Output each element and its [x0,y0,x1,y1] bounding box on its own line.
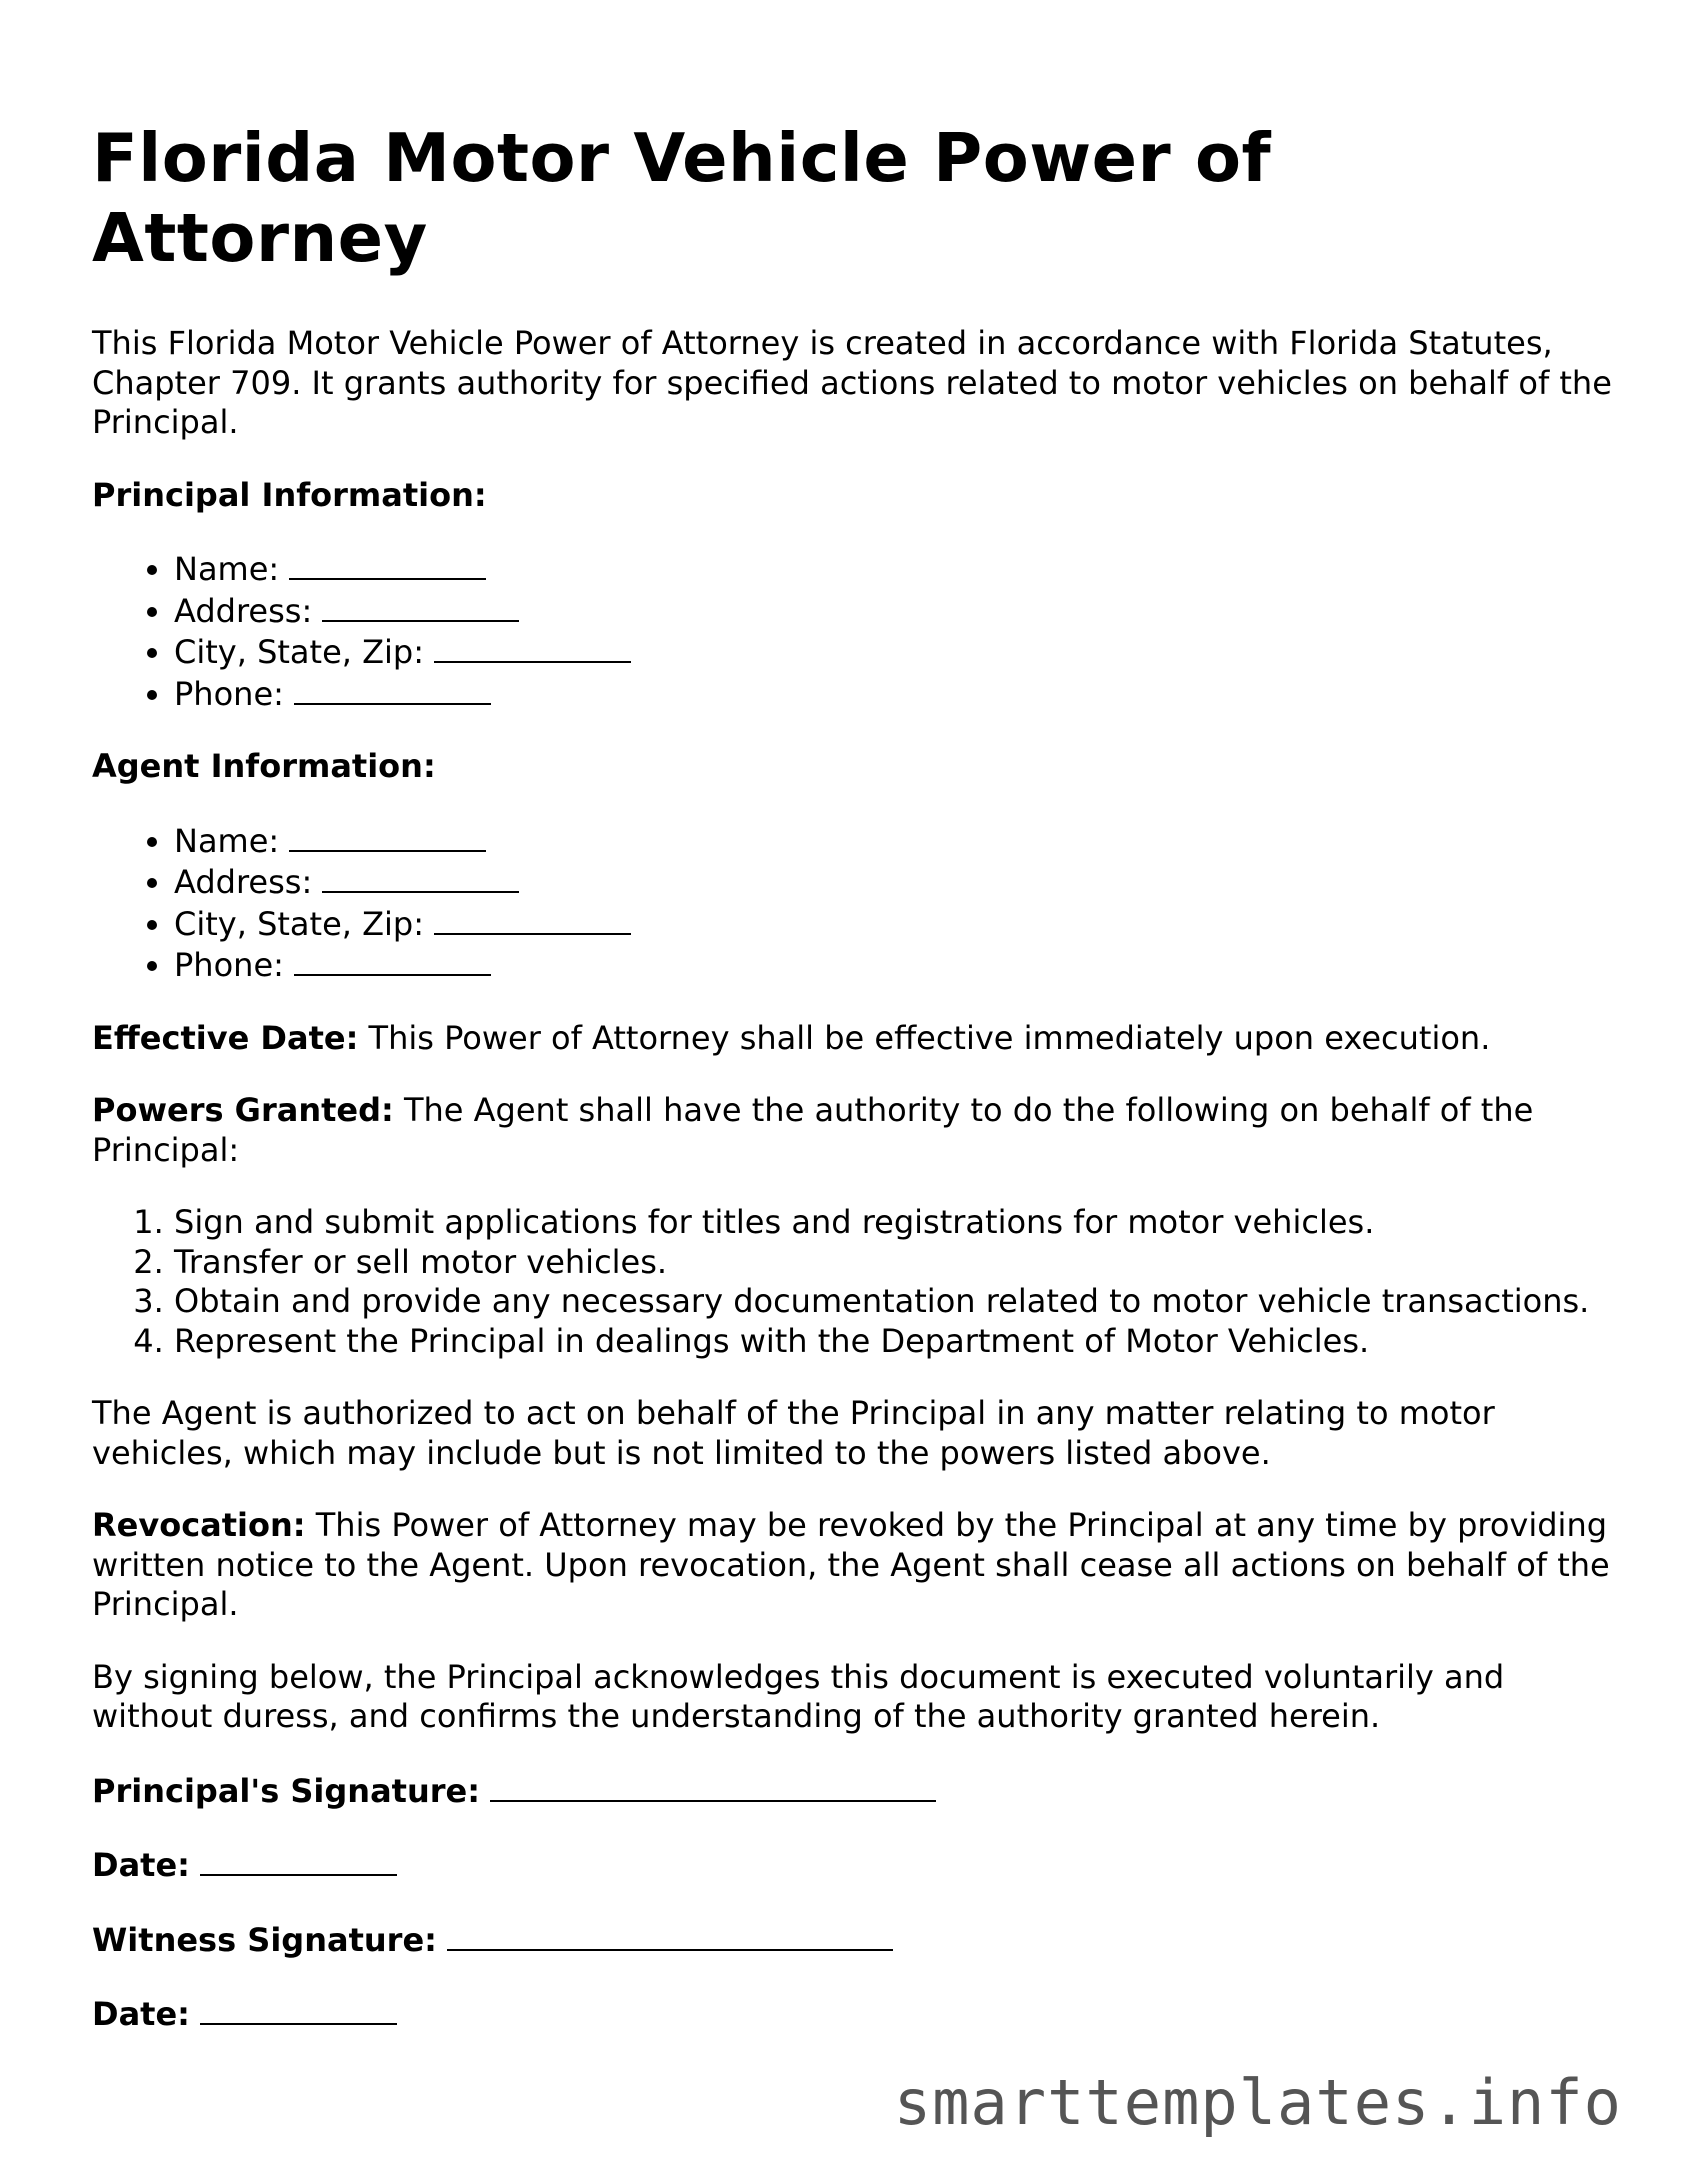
principal-heading: Principal Information: [92,475,487,514]
blank-line [200,1844,397,1876]
date-label: Date: [92,1995,190,2033]
field-label: City, State, Zip: [174,904,425,943]
blank-line [490,1770,936,1802]
field-label: Address: [174,863,313,901]
powers-list [92,1203,1612,1361]
agent-address-field[interactable] [174,861,1612,903]
agent-name-field[interactable] [174,820,1612,862]
intro-paragraph: This Florida Motor Vehicle Power of Attorney is created in accordance with Florida Statutes, Chapter 709. It grants authority for specified actions related to motor vehicles on behalf of the Principal. [92,324,1612,441]
revocation-text: This Power of Attorney may be revoked by the Principal at any time by providing written notice to the Agent. Upon revocation, the Agent shall cease all actions on behalf of the Principal. [92,1506,1610,1623]
blank-line [294,673,491,705]
agent-phone-field[interactable] [174,944,1612,986]
power-item: 1. Sign and submit applications for titles and registrations for motor vehicles. [174,1203,1612,1243]
blank-line [434,903,631,935]
principal-signature-line[interactable] [92,1770,1612,1812]
powers-granted-label: Powers Granted: [92,1091,394,1129]
field-label: Phone: [174,946,284,984]
principal-city-state-zip-field[interactable] [174,631,1612,673]
principal-signature-label: Principal's Signature: [92,1771,481,1810]
blank-line [289,548,486,580]
date-line-2[interactable] [92,1993,1612,2035]
powers-granted-paragraph [92,1091,1612,1170]
principal-name-field[interactable] [174,548,1612,590]
agent-heading: Agent Information: [92,747,436,785]
blank-line [322,861,519,893]
field-label: Address: [174,591,313,630]
revocation-label: Revocation: [92,1506,306,1544]
document-page [92,118,1612,2035]
blank-line [200,1993,397,2025]
blank-line [294,944,491,976]
witness-signature-label: Witness Signature: [92,1920,437,1959]
agent-city-state-zip-field[interactable] [174,903,1612,945]
field-label: City, State, Zip: [174,633,425,671]
blank-line [434,631,631,663]
revocation-paragraph [92,1506,1612,1625]
acknowledgment-paragraph: By signing below, the Principal acknowledges this document is executed voluntarily and without duress, and confirms the understanding of the authority granted herein. [92,1657,1505,1735]
principal-fields-list [92,548,1612,714]
date-label: Date: [92,1846,190,1884]
blank-line [322,590,519,622]
blank-line [447,1919,893,1951]
power-item: 4. Represent the Principal in dealings with the Department of Motor Vehicles. [174,1322,1612,1362]
power-item: 2. Transfer or sell motor vehicles. [174,1243,1612,1283]
watermark: smarttemplates.info [893,2066,1622,2139]
agent-fields-list [92,820,1612,986]
field-label: Name: [174,821,280,860]
field-label: Name: [174,550,280,588]
effective-date-text: This Power of Attorney shall be effective immediately upon execution. [368,1018,1491,1057]
witness-signature-line[interactable] [92,1919,1612,1961]
effective-date-label: Effective Date: [92,1018,359,1057]
principal-phone-field[interactable] [174,673,1612,715]
power-item: 3. Obtain and provide any necessary documentation related to motor vehicle transactions. [174,1282,1612,1322]
blank-line [289,820,486,852]
authorization-paragraph: The Agent is authorized to act on behalf of the Principal in any matter relating to motor vehicles, which may include but is not limited to the powers listed above. [92,1394,1495,1472]
effective-date-paragraph [92,1019,1612,1059]
field-label: Phone: [174,674,284,713]
powers-granted-text: The Agent shall have the authority to do the following on behalf of the Principal: [92,1091,1534,1169]
page-title: Florida Motor Vehicle Power of Attorney [92,119,1272,277]
date-line-1[interactable] [92,1844,1612,1886]
principal-address-field[interactable] [174,590,1612,632]
